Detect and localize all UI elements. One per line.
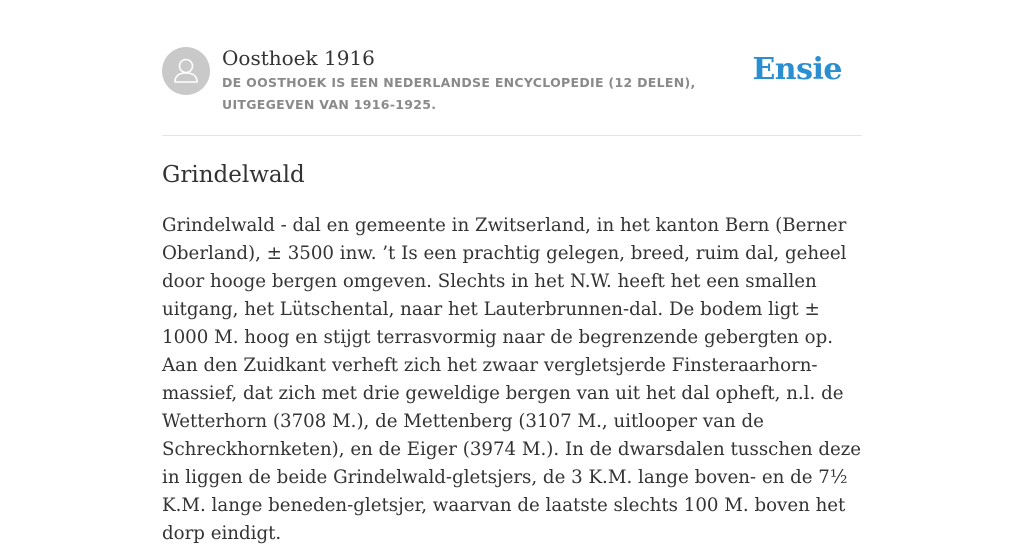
user-icon (162, 47, 210, 95)
source-description: DE OOSTHOEK IS EEN NEDERLANDSE ENCYCLOPEDIE (12 DELEN), UITGEGEVEN VAN 1916-1925. (222, 75, 696, 112)
ensie-logo[interactable]: Ensie (752, 52, 842, 87)
entry-body: Grindelwald - dal en gemeente in Zwitserland, in het kanton Bern (Berner Oberland), ± 3500 inw. ’t Is een prachtig gelegen, breed, ruim dal, geheel door hooge bergen omgeven. Slechts in het N.W. heeft het een smallen uitgang, het Lütschental, naar het Lauterbrunnen-dal. De bodem ligt ± 1000 M. hoog en stijgt terrasvormig naar de begrenzende gebergten op. Aan den Zuidkant verheft zich het zwaar vergletsjerde Finsteraarhorn-massief, dat zich met drie geweldige bergen van uit het dal opheft, n.l. de Wetterhorn (3708 M.), de Mettenberg (3107 M., uitlooper van de Schreckhornketen), en de Eiger (3974 M.). In de dwarsdalen tusschen deze in liggen de beide Grindelwald-gletsjers, de 3 K.M. lange boven- en de 7½ K.M. lange beneden-gletsjer, waarvan de laatste slechts 100 M. boven het dorp eindigt. (162, 215, 862, 544)
source-header (162, 46, 862, 118)
entry-title: Grindelwald (162, 162, 305, 188)
header-divider (162, 135, 862, 136)
source-title[interactable]: Oosthoek 1916 (222, 46, 375, 70)
avatar[interactable] (162, 47, 210, 95)
